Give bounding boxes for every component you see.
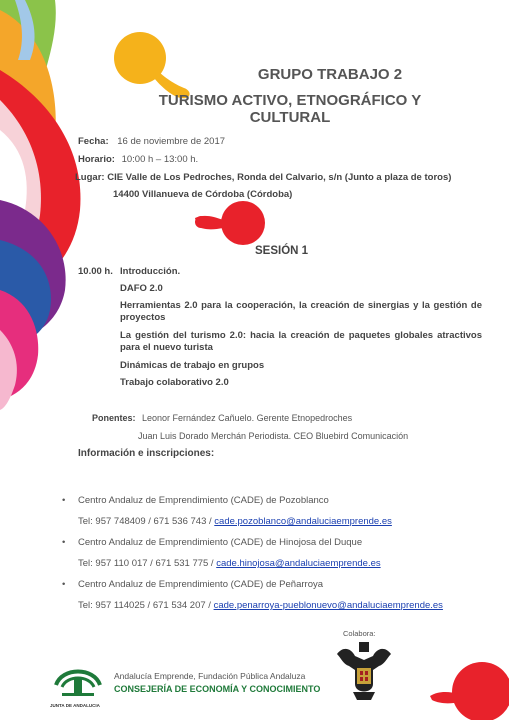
fecha-label: Fecha: — [78, 136, 109, 147]
bullet-icon: • — [62, 495, 66, 506]
center-tel: Tel: 957 110 017 / 671 531 775 / — [78, 558, 217, 569]
agenda-item: La gestión del turismo 2.0: hacia la creación de paquetes globales atractivos para el nuevo turista — [120, 330, 482, 353]
junta-andalucia-logo — [52, 657, 104, 701]
page-subtitle: TURISMO ACTIVO, ETNOGRÁFICO Y CULTURAL — [158, 92, 422, 126]
email-link[interactable]: cade.pozoblanco@andaluciaemprende.es — [214, 516, 392, 527]
speakers-row — [92, 413, 352, 423]
agenda-item: Introducción. — [120, 266, 181, 277]
decorative-swirl — [0, 0, 120, 420]
bullet-icon: • — [62, 537, 66, 548]
session-hour: 10.00 h. — [78, 266, 113, 277]
agenda-item: Trabajo colaborativo 2.0 — [120, 377, 229, 388]
speakers-label: Ponentes: — [92, 413, 136, 423]
contact-row — [78, 558, 381, 569]
fecha-row — [78, 136, 225, 147]
bullet-icon: • — [62, 579, 66, 590]
center-tel: Tel: 957 748409 / 671 536 743 / — [78, 516, 215, 527]
center-tel: Tel: 957 114025 / 671 534 207 / — [78, 600, 214, 611]
horario-row — [78, 154, 198, 165]
list-item — [62, 495, 329, 506]
org-line-1: Andalucía Emprende, Fundación Pública Andaluza — [114, 671, 306, 681]
page-title: GRUPO TRABAJO 2 — [257, 66, 403, 83]
coat-of-arms-icon — [333, 640, 395, 704]
info-heading: Información e inscripciones: — [78, 448, 215, 459]
center-name: Centro Andaluz de Emprendimiento (CADE) de Hinojosa del Duque — [78, 537, 363, 548]
agenda-item: Dinámicas de trabajo en grupos — [120, 360, 265, 371]
red-drop-decoration — [195, 200, 265, 246]
yellow-drop-decoration — [112, 30, 194, 100]
agenda-item: DAFO 2.0 — [120, 283, 163, 294]
junta-label: JUNTA DE ANDALUCIA — [50, 703, 100, 708]
contact-row — [78, 600, 443, 611]
lugar-label: Lugar: — [75, 172, 105, 183]
horario-label: Horario: — [78, 154, 115, 165]
lugar-value: CIE Valle de Los Pedroches, Ronda del Calvario, s/n (Junto a plaza de toros) — [107, 172, 452, 183]
email-link[interactable]: cade.hinojosa@andaluciaemprende.es — [216, 558, 381, 569]
horario-value: 10:00 h – 13:00 h. — [121, 154, 199, 165]
center-name: Centro Andaluz de Emprendimiento (CADE) de Peñarroya — [78, 579, 324, 590]
fecha-value: 16 de noviembre de 2017 — [117, 136, 226, 147]
colabora-label: Colabora: — [343, 629, 376, 638]
email-link[interactable]: cade.penarroya-pueblonuevo@andaluciaemprende.es — [213, 600, 443, 611]
speaker-1: Leonor Fernández Cañuelo. Gerente Etnopedroches — [142, 413, 353, 423]
red-corner-decoration — [430, 658, 509, 720]
speaker-2: Juan Luis Dorado Merchán Periodista. CEO Bluebird Comunicación — [138, 431, 409, 441]
org-line-2: CONSEJERÍA DE ECONOMÍA Y CONOCIMIENTO — [114, 684, 321, 694]
list-item — [62, 537, 362, 548]
lugar-value-2: 14400 Villanueva de Córdoba (Córdoba) — [113, 189, 293, 200]
contact-row — [78, 516, 392, 527]
session-title: SESIÓN 1 — [255, 245, 309, 257]
lugar-row — [75, 172, 451, 183]
agenda-item: Herramientas 2.0 para la cooperación, la creación de sinergias y la gestión de proyectos — [120, 300, 482, 323]
center-name: Centro Andaluz de Emprendimiento (CADE) de Pozoblanco — [78, 495, 329, 506]
list-item — [62, 579, 323, 590]
